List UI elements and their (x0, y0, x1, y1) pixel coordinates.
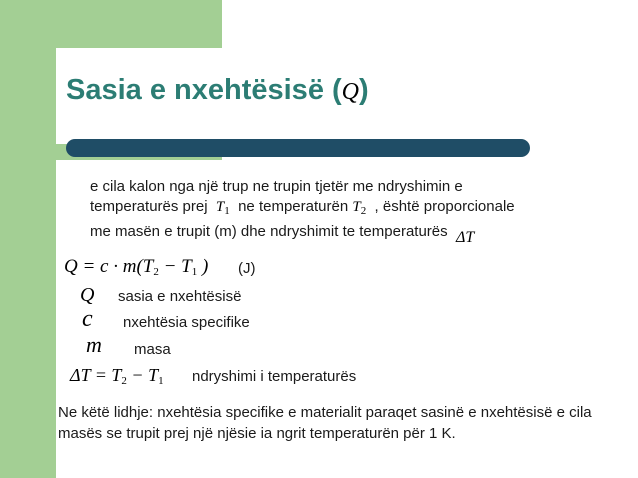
delta-t-formula: $\Delta T = T_2 - T_1$ (70, 365, 164, 387)
intro-line-3: me masën e trupit (m) dhe ndryshimit te temperaturës ΔT (90, 223, 475, 246)
def-text-m: masa (134, 341, 171, 358)
formula-unit: (J) (238, 260, 256, 277)
def-text-q: sasia e nxehtësisë (118, 288, 242, 305)
delta-t-text: ndryshimi i temperaturës (192, 368, 357, 385)
def-text-c: nxehtësia specifike (123, 314, 250, 331)
def-symbol-q: Q (80, 284, 95, 306)
decorative-green-strip (0, 168, 56, 478)
def-symbol-m: m (86, 332, 102, 357)
explanatory-note: Ne këtë lidhje: nxehtësia specifike e materialit paraqet sasinë e nxehtësisë e cila masës se trupit prej një njësie ia ngrit temperaturën për 1 K. (58, 404, 592, 442)
title-symbol: Q (341, 79, 359, 105)
symbol-t1: $T_1$ (215, 199, 230, 217)
symbol-delta-t: ΔT (455, 229, 475, 246)
def-symbol-c: c (82, 306, 93, 332)
intro-line-2: temperaturës prej $T_1$ ne temperaturën $T_2$ , është proporcionale (90, 198, 515, 217)
intro-line-1: e cila kalon nga një trup ne trupin tjetër me ndryshimin e (90, 178, 463, 195)
heat-formula: $Q = c \cdot m(T_2 - T_1$ ) (64, 256, 209, 278)
title-underline-bar (66, 139, 530, 157)
symbol-t2: $T_2$ (352, 199, 367, 217)
slide-title: Sasia e nxehtësisë (Q) (66, 74, 369, 106)
